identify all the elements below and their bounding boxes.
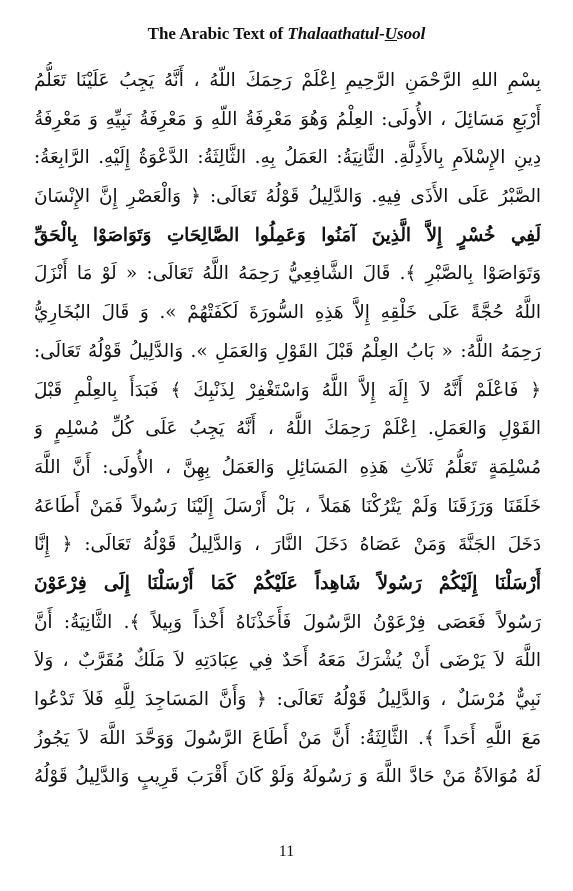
text-line: رَحِمَهُ اللَّهُ: « بَابُ العِلْمُ قَبْلَ القَوْلِ وَالعَمَلِ ». وَالدَّلِيلُ قَوْلُهُ تَعَالَى:	[34, 340, 541, 362]
header-title-start: Thalaathatul-	[287, 24, 385, 43]
text-line: رَسُولاً فَعَصَى فِرْعَوْنُ الرَّسُولَ فَأَخَذْنَاهُ أَخْذاً وَبِيلاً ﴾. الثَّانِيَةُ: أَنَّ	[34, 611, 541, 633]
text-line: اللَّهَ لاَ يَرْضَى أَنْ يُشْرَكَ مَعَهُ أَحَدٌ فِي عِبَادَتِهِ لاَ مَلَكٌ مُقَرَّبٌ ، وَلاَ	[34, 650, 541, 672]
text-line: دِينِ الإِسْلاَمِ بِالأَدِلَّةِ. الثَّانِيَةُ: العَمَلُ بِهِ. الثَّالِثَةُ: الدَّعْوَةُ إِلَيْهِ. الرَّابِعَةُ:	[34, 147, 541, 169]
header-title-end: sool	[397, 24, 426, 43]
header-title	[287, 24, 425, 43]
header-prefix: The Arabic Text of	[147, 24, 288, 43]
text-line: دَخَلَ الجَنَّةَ وَمَنْ عَصَاهُ دَخَلَ النَّارَ ، وَالدَّلِيلُ قَوْلُهُ تَعَالَى: ﴿ إِنَّا	[34, 534, 541, 556]
header-title-underlined-letter: U	[384, 24, 398, 43]
text-line: بِسْمِ اللهِ الرَّحْمَنِ الرَّحِيمِ اِعْلَمْ رَحِمَكَ اللّهُ ، أَنَّهُ يَجِبُ عَلَيْنَا تَعَلُّمُ	[34, 70, 541, 91]
text-line: ﴿ فَاعْلَمْ أَنَّهُ لاَ إِلَهَ إِلاَّ اللَّهُ وَاسْتَغْفِرْ لِذَنْبِكَ ﴾ فَبَدَأَ بِالعِلْمِ قَبْلَ	[34, 379, 541, 401]
text-line: نَبِيٌّ مُرْسَلٌ ، وَالدَّلِيلُ قَوْلُهُ تَعَالَى: ﴿ وَأَنَّ المَسَاجِدَ لِلَّهِ فَلاَ تَدْعُوا	[34, 689, 541, 710]
text-line: وَتَوَاصَوْا بِالصَّبْرِ ﴾. قَالَ الشَّافِعِيُّ رَحِمَهُ اللَّهُ تَعَالَى: « لَوْ مَا أَنْزَلَ	[34, 263, 541, 285]
page-number: 11	[278, 843, 295, 860]
text-line: اللَّهُ حُجَّةً عَلَى خَلْقِهِ إِلاَّ هَذِهِ السُّورَةَ لَكَفَتْهُمْ ». وَ قَالَ البُخَارِيُّ	[34, 302, 541, 324]
text-line: لَفِي خُسْرٍ إِلاَّ الَّذِينَ آمَنُوا وَعَمِلُوا الصَّالِحَاتِ وَتَوَاصَوْا بِالْحَقِّ	[34, 224, 541, 246]
page-header	[0, 24, 573, 44]
arabic-text-body	[34, 62, 541, 797]
text-line: أَرْبَعِ مَسَائِلَ ، الأُولَى: العِلْمُ وَهُوَ مَعْرِفَةُ اللّهِ وَ مَعْرِفَةُ نَبِيِّهِ وَ مَعْرِفَةُ	[34, 108, 541, 130]
text-line: لَهُ مُوَالاَةُ مَنْ حَادَّ اللَّهَ وَ رَسُولَهُ وَلَوْ كَانَ أَقْرَبَ قَرِيبٍ وَالدَّلِيلُ قَوْلُهُ	[34, 766, 541, 788]
text-line: مُسْلِمَةٍ تَعَلُّمُ ثَلاَثِ هَذِهِ المَسَائِلِ وَالعَمَلُ بِهِنَّ ، الأُولَى: أَنَّ اللَّهَ	[34, 456, 541, 478]
text-line: القَوْلِ وَالعَمَلِ. اِعْلَمْ رَحِمَكَ اللَّهُ ، أَنَّهُ يَجِبُ عَلَى كُلِّ مُسْلِمٍ وَ	[34, 418, 541, 440]
text-line: أَرْسَلْنَا إِلَيْكُمْ رَسُولاً شَاهِداً عَلَيْكُمْ كَمَا أَرْسَلْنَا إِلَى فِرْعَوْنَ	[34, 572, 541, 594]
text-line: خَلَقَنَا وَرَزَقَنَا وَلَمْ يَتْرُكْنَا هَمَلاً ، بَلْ أَرْسَلَ إِلَيْنَا رَسُولاً فَمَنْ أَطَاعَهُ	[34, 495, 541, 517]
text-line: الصَّبْرُ عَلَى الأَذَى فِيهِ. وَالدَّلِيلُ قَوْلُهُ تَعَالَى: ﴿ وَالْعَصْرِ إِنَّ الإِنْسَانَ	[34, 186, 541, 208]
text-line: مَعَ اللَّهِ أَحَداً ﴾. الثَّالِثَةُ: أَنَّ مَنْ أَطَاعَ الرَّسُولَ وَوَحَّدَ اللَّهَ لاَ يَجُوزُ	[34, 727, 541, 749]
